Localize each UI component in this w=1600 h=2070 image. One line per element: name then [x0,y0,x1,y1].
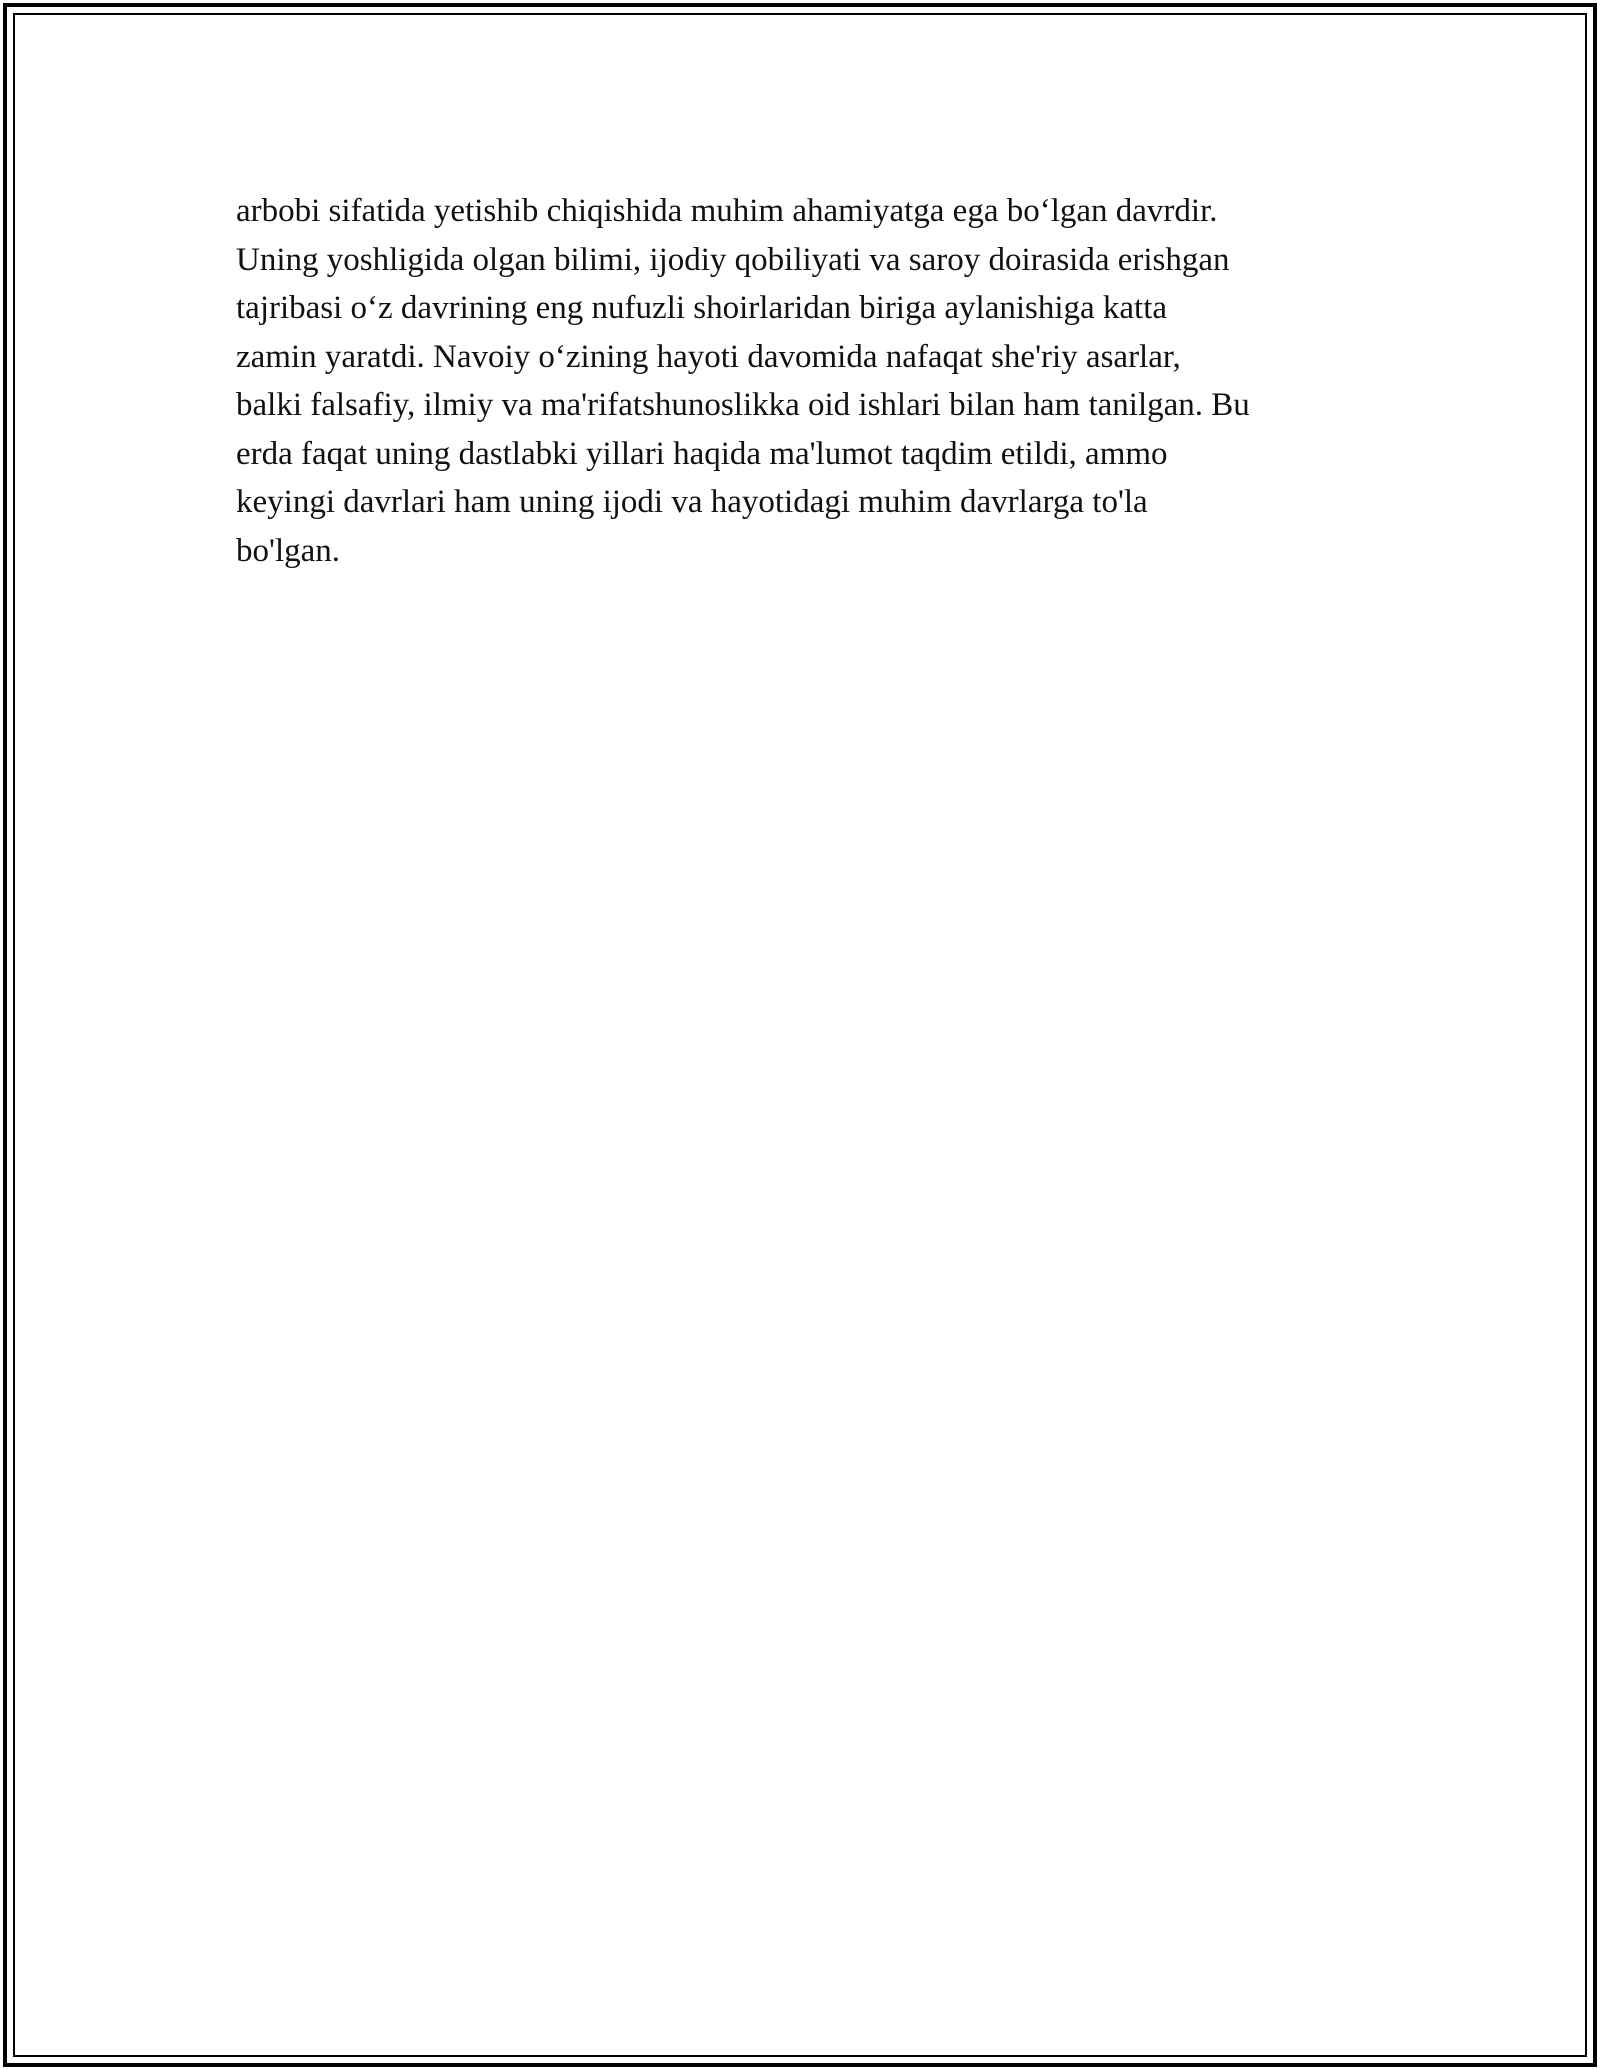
body-paragraph [236,187,1376,575]
paragraph-line: bo'lgan. [236,532,341,569]
paragraph-line: Uning yoshligida olgan bilimi, ijodiy qobiliyati va saroy doirasida erishgan [236,241,1230,278]
paragraph-line: arbobi sifatida yetishib chiqishida muhim ahamiyatga ega bo‘lgan davrdir. [236,193,1218,229]
paragraph-line: zamin yaratdi. Navoiy o‘zining hayoti davomida nafaqat she'riy asarlar, [236,338,1181,375]
paragraph-line: keyingi davrlari ham uning ijodi va hayotidagi muhim davrlarga to'la [236,484,1148,520]
paragraph-line: erda faqat uning dastlabki yillari haqida ma'lumot taqdim etildi, ammo [236,435,1168,472]
paragraph-line: tajribasi o‘z davrining eng nufuzli shoirlaridan biriga aylanishiga katta [236,290,1168,326]
paragraph-line: balki falsafiy, ilmiy va ma'rifatshunoslikka oid ishlari bilan ham tanilgan. Bu [236,387,1250,423]
